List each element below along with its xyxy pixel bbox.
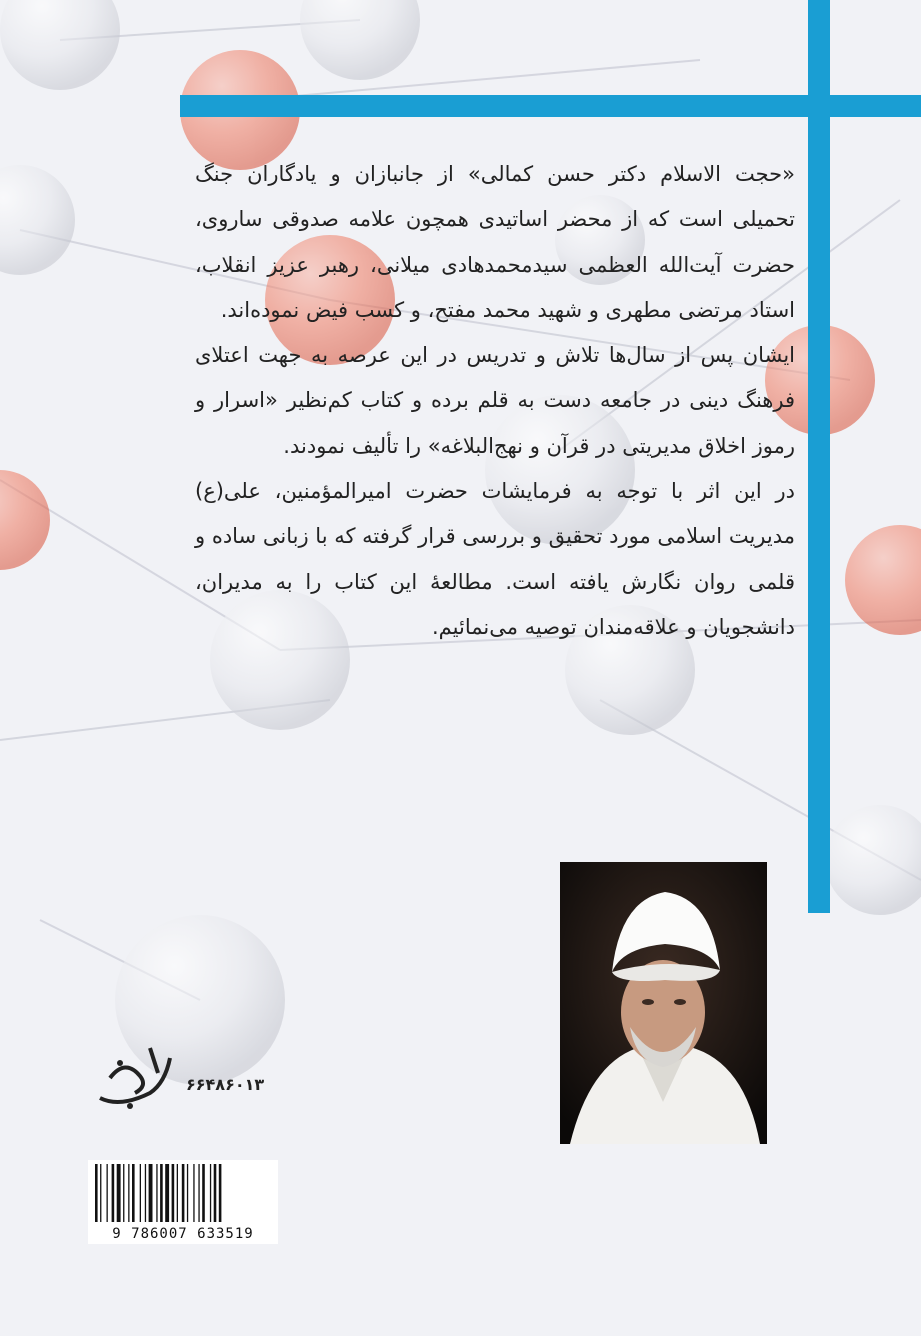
barcode-bar xyxy=(165,1164,169,1222)
barcode-bar xyxy=(140,1164,141,1222)
back-cover-text xyxy=(195,152,795,650)
barcode-bar xyxy=(128,1164,129,1222)
barcode-bar xyxy=(112,1164,115,1222)
barcode-bar xyxy=(145,1164,146,1222)
barcode-bar xyxy=(117,1164,121,1222)
barcode-bar xyxy=(177,1164,178,1222)
accent-bar-vertical xyxy=(808,0,830,913)
barcode-bar xyxy=(123,1164,124,1222)
paragraph-author-bio: «حجت الاسلام دکتر حسن کمالی» از جانبازان و یادگاران جنگ تحمیلی است که از محضر اساتیدی همچون علامه صدوقی ساروی، حضرت آیت‌الله العظمی سیدمحمدهادی میلانی، رهبر عزیز انقلاب، استاد مرتضی مطهری و شهید محمد مفتح، و کسب فیض نموده‌اند. xyxy=(195,162,795,322)
barcode-bar xyxy=(198,1164,199,1222)
barcode-bar xyxy=(107,1164,108,1222)
publisher-logo xyxy=(90,1038,180,1118)
author-photo xyxy=(560,862,767,1144)
publisher-phone: ۶۶۴۸۶۰۱۳ xyxy=(186,1075,265,1094)
barcode-bar xyxy=(132,1164,135,1222)
barcode-bar xyxy=(193,1164,194,1222)
barcode-bar xyxy=(202,1164,205,1222)
barcode-bar xyxy=(156,1164,157,1222)
barcode-bar xyxy=(210,1164,211,1222)
paragraph-book-intro: ایشان پس از سال‌ها تلاش و تدریس در این عرصه به جهت اعتلای فرهنگ دینی در جامعه دست به قلم برده و کتاب کم‌نظیر «اسرار و رموز اخلاق مدیریتی در قرآن و نهج‌البلاغه» را تألیف نمودند. xyxy=(195,343,795,458)
isbn-barcode xyxy=(88,1160,278,1244)
barcode-bar xyxy=(182,1164,185,1222)
barcode-bar xyxy=(149,1164,153,1222)
barcode-bar xyxy=(172,1164,175,1222)
barcode-bar xyxy=(219,1164,222,1222)
barcode-bar xyxy=(214,1164,217,1222)
barcode-bar xyxy=(160,1164,163,1222)
barcode-bar xyxy=(95,1164,98,1222)
barcode-bar xyxy=(187,1164,188,1222)
paragraph-book-summary: در این اثر با توجه به فرمایشات حضرت امیرالمؤمنین، علی(ع) مدیریت اسلامی مورد تحقیق و بررسی قرار گرفته که با زبانی ساده و قلمی روان نگارش یافته است. مطالعهٔ این کتاب را به مدیران، دانشجویان و علاقه‌مندان توصیه می‌نمائیم. xyxy=(195,479,795,639)
barcode-bar xyxy=(100,1164,101,1222)
isbn-number: 9 786007 633519 xyxy=(112,1226,254,1242)
